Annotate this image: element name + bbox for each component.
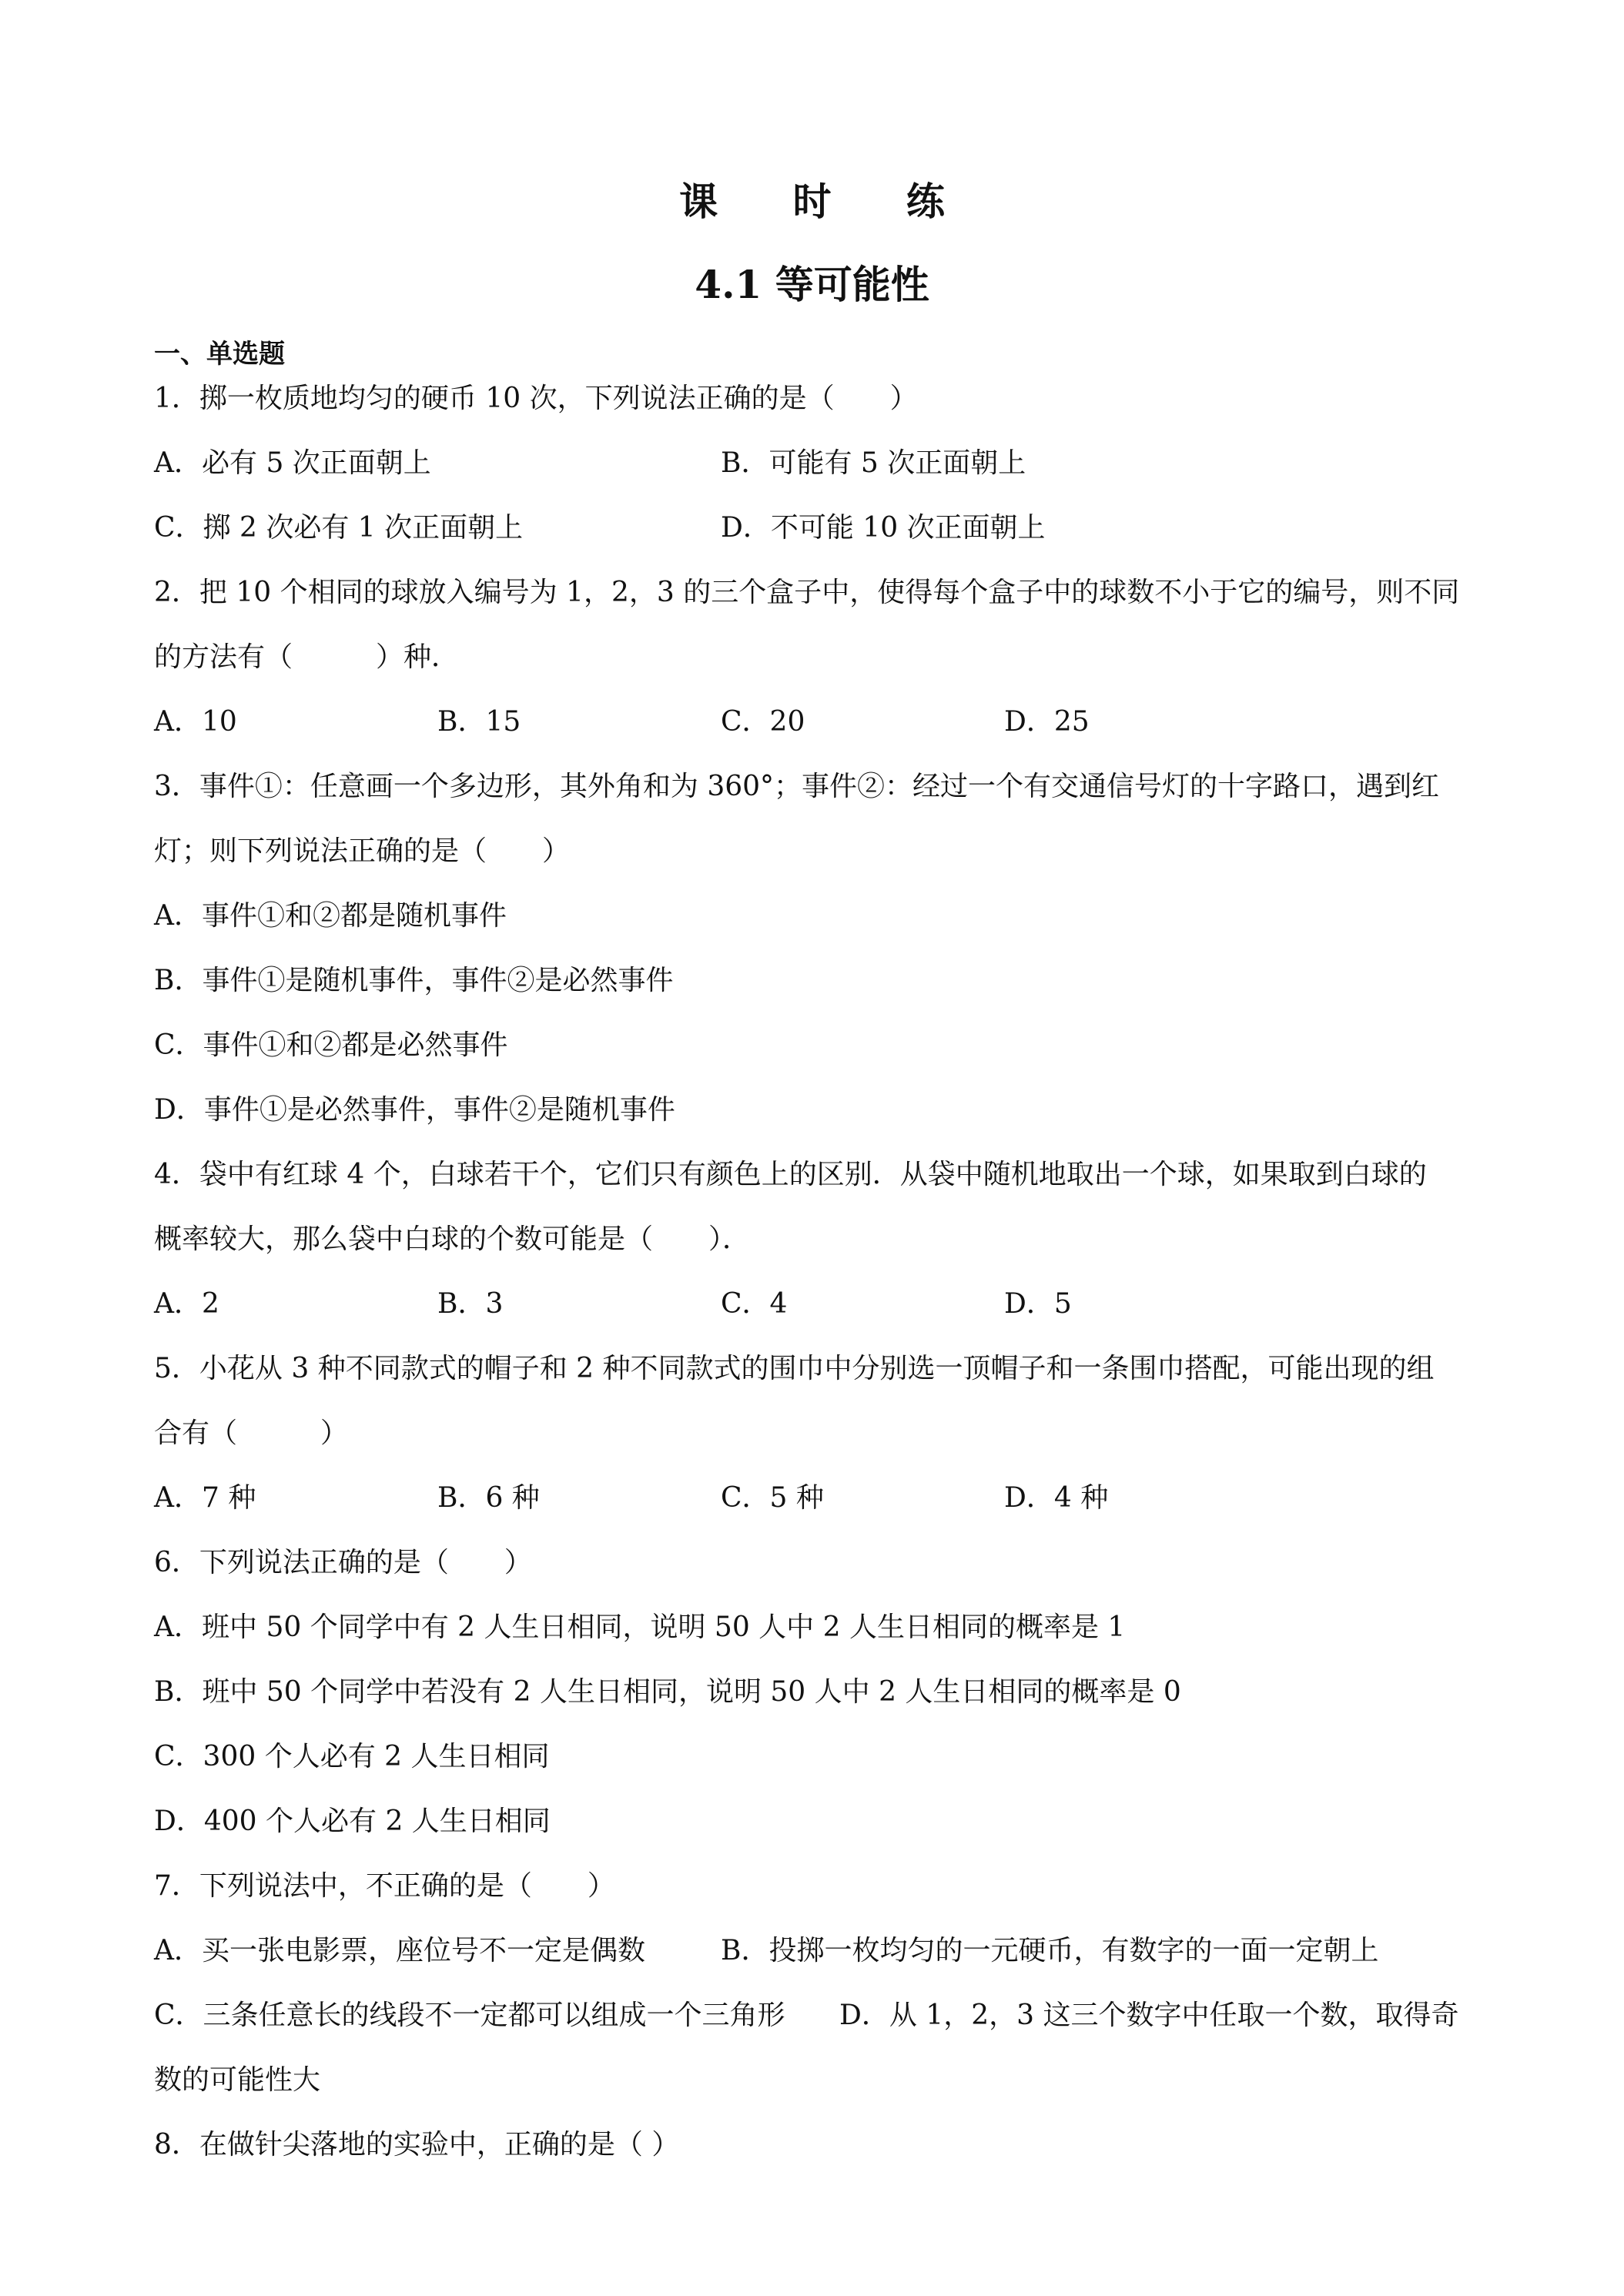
question-2-option-d: D．25 bbox=[1004, 706, 1090, 738]
question-1-option-c: C．掷 2 次必有 1 次正面朝上 bbox=[154, 512, 524, 544]
question-3-stem-cont: 灯；则下列说法正确的是（ ） bbox=[154, 835, 571, 867]
question-2-stem-cont: 的方法有（ ）种． bbox=[154, 641, 460, 673]
question-5-stem-cont: 合有（ ） bbox=[154, 1417, 349, 1449]
question-6-option-b: B．班中 50 个同学中若没有 2 人生日相同，说明 50 人中 2 人生日相同的概率是 0 bbox=[154, 1676, 1181, 1708]
question-3-option-b: B．事件①是随机事件，事件②是必然事件 bbox=[154, 965, 674, 996]
question-3-option-d: D．事件①是必然事件，事件②是随机事件 bbox=[154, 1094, 675, 1126]
question-5-option-c: C．5 种 bbox=[721, 1482, 824, 1514]
question-1-option-d: D．不可能 10 次正面朝上 bbox=[721, 512, 1046, 544]
question-3-option-c: C．事件①和②都是必然事件 bbox=[154, 1029, 508, 1061]
question-4-option-c: C．4 bbox=[721, 1288, 788, 1320]
question-4-stem-cont: 概率较大，那么袋中白球的个数可能是（ ）． bbox=[154, 1223, 751, 1255]
question-1-stem: 1．掷一枚质地均匀的硬币 10 次，下列说法正确的是（ ） bbox=[154, 383, 918, 414]
question-3-option-a: A．事件①和②都是随机事件 bbox=[154, 900, 507, 932]
question-7-option-d-cont: 数的可能性大 bbox=[154, 2064, 321, 2096]
question-4-option-b: B．3 bbox=[437, 1288, 504, 1320]
question-4-option-d: D．5 bbox=[1004, 1288, 1072, 1320]
question-8-stem: 8．在做针尖落地的实验中，正确的是（ ） bbox=[154, 2129, 680, 2160]
question-7-option-b: B．投掷一枚均匀的一元硬币，有数字的一面一定朝上 bbox=[721, 1935, 1379, 1966]
question-2-stem: 2．把 10 个相同的球放入编号为 1，2，3 的三个盒子中，使得每个盒子中的球数不小于它的编号，则不同 bbox=[154, 577, 1460, 608]
page-title: 课 时 练 bbox=[679, 179, 976, 224]
question-7-option-c: C．三条任意长的线段不一定都可以组成一个三角形 bbox=[154, 2000, 785, 2031]
question-6-stem: 6．下列说法正确的是（ ） bbox=[154, 1547, 532, 1578]
section-heading: 一、单选题 bbox=[154, 339, 285, 370]
question-4-stem: 4．袋中有红球 4 个，白球若干个，它们只有颜色上的区别．从袋中随机地取出一个球，如果取到白球的 bbox=[154, 1159, 1427, 1190]
question-5-stem: 5．小花从 3 种不同款式的帽子和 2 种不同款式的围巾中分别选一顶帽子和一条围巾搭配，可能出现的组 bbox=[154, 1353, 1435, 1384]
question-2-option-a: A．10 bbox=[154, 706, 237, 738]
question-5-option-d: D．4 种 bbox=[1004, 1482, 1109, 1514]
lesson-title: 4.1 等可能性 bbox=[695, 262, 929, 307]
question-2-option-b: B．15 bbox=[437, 706, 521, 738]
question-2-option-c: C．20 bbox=[721, 706, 805, 738]
question-6-option-a: A．班中 50 个同学中有 2 人生日相同，说明 50 人中 2 人生日相同的概率是 1 bbox=[154, 1612, 1126, 1643]
question-5-option-a: A．7 种 bbox=[154, 1482, 256, 1514]
question-3-stem: 3．事件①：任意画一个多边形，其外角和为 360°；事件②：经过一个有交通信号灯的十字路口，遇到红 bbox=[154, 771, 1440, 802]
question-5-option-b: B．6 种 bbox=[437, 1482, 540, 1514]
question-1-option-a: A．必有 5 次正面朝上 bbox=[154, 447, 431, 479]
question-7-option-a: A．买一张电影票，座位号不一定是偶数 bbox=[154, 1935, 645, 1966]
question-4-option-a: A．2 bbox=[154, 1288, 219, 1320]
question-7-stem: 7．下列说法中，不正确的是（ ） bbox=[154, 1870, 615, 1902]
question-7-option-d: D．从 1，2，3 这三个数字中任取一个数，取得奇 bbox=[839, 2000, 1459, 2031]
question-6-option-d: D．400 个人必有 2 人生日相同 bbox=[154, 1806, 551, 1837]
question-1-option-b: B．可能有 5 次正面朝上 bbox=[721, 447, 1026, 479]
question-6-option-c: C．300 个人必有 2 人生日相同 bbox=[154, 1741, 550, 1772]
